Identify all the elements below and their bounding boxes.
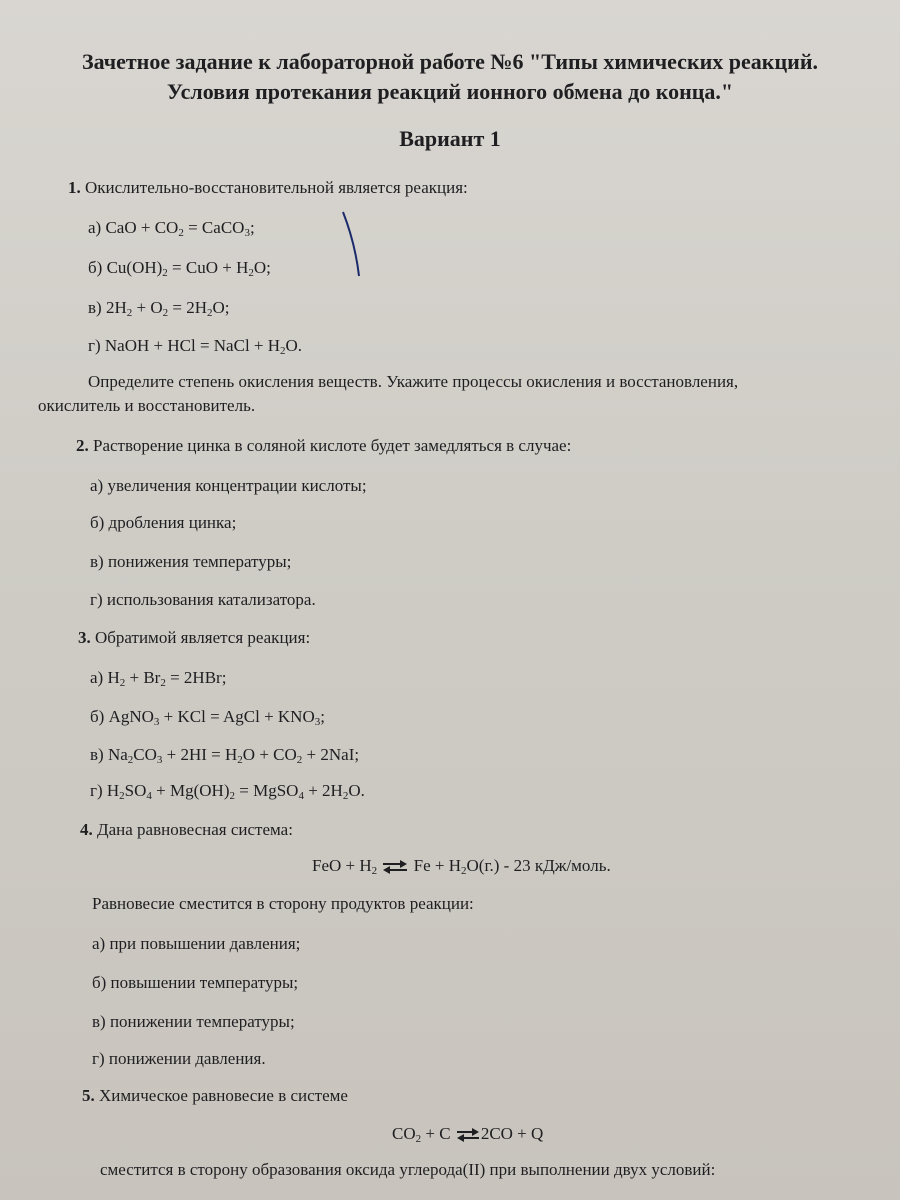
formula-subscript: 2 [237, 754, 243, 766]
q1-task-line-2: окислитель и восстановитель. [38, 396, 256, 415]
formula-text: = 2HBr; [165, 668, 227, 687]
formula-text: + Br [125, 668, 161, 687]
formula-subscript: 2 [206, 307, 213, 319]
formula-subscript: 2 [160, 677, 166, 689]
q2-option-c: в) понижения температуры; [90, 552, 292, 571]
formula-text: = 2H [168, 298, 207, 317]
title-line-1: Зачетное задание к лабораторной работе №6 "Типы химических реакций. [81, 49, 819, 74]
formula-subscript: 2 [280, 345, 286, 357]
question-4 [80, 820, 293, 840]
question-text: Дана равновесная система: [97, 820, 293, 839]
formula-text: = CuO + H [167, 258, 249, 277]
formula-text: + 2H [303, 781, 343, 800]
q2-option-b: б) дробления цинка; [90, 513, 237, 532]
q1-option-c [88, 298, 229, 318]
formula-subscript: 2 [162, 267, 168, 279]
formula-subscript: 3 [153, 716, 160, 728]
q3-option-d [90, 781, 365, 801]
formula-text: + KCl = AgCl + KNO [159, 707, 315, 726]
q2-option-a: а) увеличения концентрации кислоты; [90, 476, 367, 495]
formula-text: + 2HI = H [162, 745, 238, 764]
q4-option-a: а) при повышении давления; [92, 934, 301, 953]
variant-heading: Вариант 1 [399, 126, 501, 151]
q4-shift-text: Равновесие сместится в сторону продуктов реакции: [92, 894, 474, 913]
q3-option-c [90, 745, 359, 765]
question-1 [68, 178, 468, 198]
formula-subscript: 2 [119, 790, 125, 802]
q1-option-d [88, 336, 302, 356]
formula-text: O; [253, 258, 271, 277]
formula-subscript: 2 [162, 307, 169, 319]
formula-text: CaO + CO [105, 218, 179, 237]
formula-text: CO [133, 745, 157, 764]
formula-text: NaOH + HCl = NaCl + H [104, 336, 281, 355]
eq-left-sub: 2 [371, 865, 378, 877]
formula-subscript: 2 [119, 677, 126, 689]
formula-text: O; [212, 298, 230, 317]
eq-left: FeO + H [312, 856, 372, 875]
question-number: 4. [80, 820, 93, 839]
formula-text: Cu(OH) [106, 258, 163, 277]
eq-left-sub: 2 [415, 1133, 422, 1145]
formula-text: O. [348, 781, 365, 800]
question-number: 1. [68, 178, 81, 197]
option-label: г) [90, 781, 107, 800]
formula-text: AgNO [108, 707, 154, 726]
eq-right: Fe + H [409, 856, 462, 875]
formula-subscript: 2 [127, 754, 134, 766]
q4-option-c: в) понижении температуры; [92, 1012, 295, 1031]
option-label: в) [88, 298, 106, 317]
formula-text: 2H [105, 298, 127, 317]
q3-option-a [90, 668, 226, 688]
option-label: б) [88, 258, 107, 277]
eq-left: CO [392, 1124, 416, 1143]
formula-subscript: 2 [178, 227, 184, 239]
formula-text: O + CO [242, 745, 297, 764]
formula-subscript: 2 [296, 754, 303, 766]
eq-right-sub: 2 [461, 865, 467, 877]
q1-task-line-1: Определите степень окисления веществ. Укажите процессы окисления и восстановления, [88, 372, 739, 391]
title-line-2: Условия протекания реакций ионного обмена до конца." [166, 79, 734, 104]
question-2 [76, 436, 571, 456]
option-label: а) [88, 218, 106, 237]
eq-right: 2CO + Q [480, 1124, 544, 1143]
q4-option-b: б) повышении температуры; [92, 973, 299, 992]
question-text: Окислительно-восстановительной является реакция: [85, 178, 468, 197]
q3-option-b [90, 707, 325, 727]
q4-option-d: г) понижении давления. [92, 1049, 266, 1068]
q4-equation [312, 856, 611, 876]
formula-subscript: 2 [248, 267, 254, 279]
question-number: 5. [82, 1086, 95, 1105]
formula-subscript: 2 [229, 790, 235, 802]
eq-tail: O(г.) - 23 кДж/моль. [466, 856, 611, 875]
formula-text: ; [320, 707, 325, 726]
option-label: г) [88, 336, 105, 355]
formula-text: = MgSO [235, 781, 299, 800]
equilibrium-arrows-icon [455, 1127, 481, 1143]
formula-text: = CaCO [183, 218, 245, 237]
formula-subscript: 3 [156, 754, 163, 766]
formula-subscript: 4 [298, 790, 304, 802]
q5-equation [392, 1124, 543, 1144]
q1-option-a [88, 218, 255, 238]
equilibrium-arrows-icon [381, 859, 409, 875]
option-label: а) [90, 668, 108, 687]
question-5 [82, 1086, 348, 1106]
formula-text: + 2NaI; [302, 745, 360, 764]
formula-text: H [106, 781, 120, 800]
pen-mark [340, 210, 370, 280]
option-label: в) [90, 745, 108, 764]
formula-text: H [107, 668, 120, 687]
question-text: Обратимой является реакция: [95, 628, 311, 647]
formula-text: Na [107, 745, 128, 764]
formula-text: ; [249, 218, 255, 237]
question-text: Растворение цинка в соляной кислоте будет замедляться в случае: [93, 436, 572, 455]
eq-mid: + C [421, 1124, 455, 1143]
formula-subscript: 4 [146, 790, 152, 802]
formula-subscript: 3 [244, 227, 250, 239]
formula-subscript: 2 [342, 790, 349, 802]
formula-subscript: 3 [314, 716, 321, 728]
q5-tail: сместится в сторону образования оксида углерода(II) при выполнении двух условий: [100, 1160, 716, 1179]
formula-subscript: 2 [126, 307, 133, 319]
q2-option-d: г) использования катализатора. [90, 590, 316, 609]
question-number: 2. [76, 436, 89, 455]
question-text: Химическое равновесие в системе [99, 1086, 348, 1105]
option-label: б) [90, 707, 109, 726]
formula-text: + O [132, 298, 163, 317]
q1-option-b [88, 258, 271, 278]
formula-text: O. [285, 336, 303, 355]
formula-text: SO [124, 781, 147, 800]
question-3 [78, 628, 310, 648]
formula-text: + Mg(OH) [151, 781, 230, 800]
question-number: 3. [78, 628, 91, 647]
